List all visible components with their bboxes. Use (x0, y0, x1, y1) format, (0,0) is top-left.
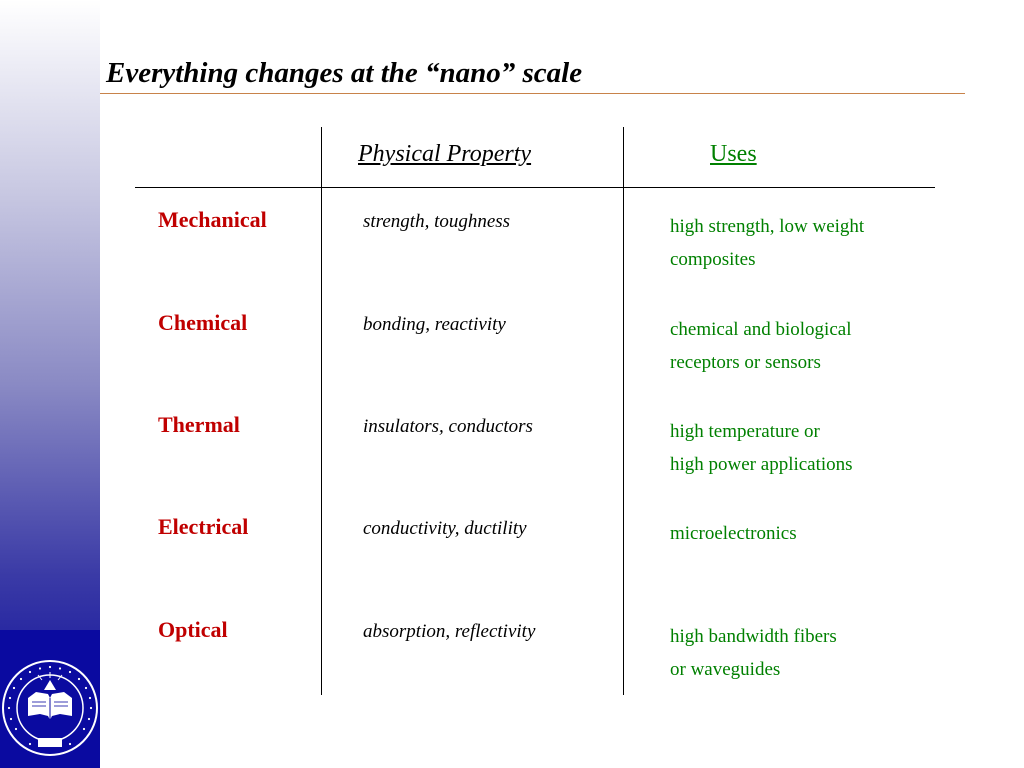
uses-line: high temperature or (670, 421, 820, 442)
property-text: bonding, reactivity (363, 314, 506, 335)
property-text: insulators, conductors (363, 416, 533, 437)
uses-line: composites (670, 249, 756, 270)
table-column-divider (321, 127, 322, 695)
uses-line: high bandwidth fibers (670, 626, 837, 647)
university-seal-icon (0, 658, 100, 758)
category-label: Electrical (158, 514, 249, 539)
uses-text (670, 620, 837, 686)
uses-line: receptors or sensors (670, 352, 821, 373)
uses-line: high power applications (670, 454, 853, 475)
slide-title: Everything changes at the “nano” scale (106, 57, 583, 89)
uses-text (670, 210, 864, 276)
uses-text (670, 517, 797, 550)
uses-line: or waveguides (670, 659, 781, 680)
uses-line: chemical and biological (670, 319, 852, 340)
category-label: Chemical (158, 310, 248, 335)
property-text: conductivity, ductility (363, 518, 527, 539)
table-column-divider (623, 127, 624, 695)
title-divider (100, 93, 965, 94)
category-label: Optical (158, 617, 228, 642)
category-label: Thermal (158, 412, 240, 437)
table-header-divider (135, 187, 935, 188)
uses-line: microelectronics (670, 523, 797, 544)
uses-text (670, 415, 853, 481)
property-text: strength, toughness (363, 211, 511, 232)
uses-line: high strength, low weight (670, 216, 865, 237)
uses-text (670, 313, 851, 379)
uses-header: Uses (710, 141, 757, 167)
physical-property-header: Physical Property (358, 141, 532, 167)
category-label: Mechanical (158, 207, 267, 232)
property-text: absorption, reflectivity (363, 621, 536, 642)
